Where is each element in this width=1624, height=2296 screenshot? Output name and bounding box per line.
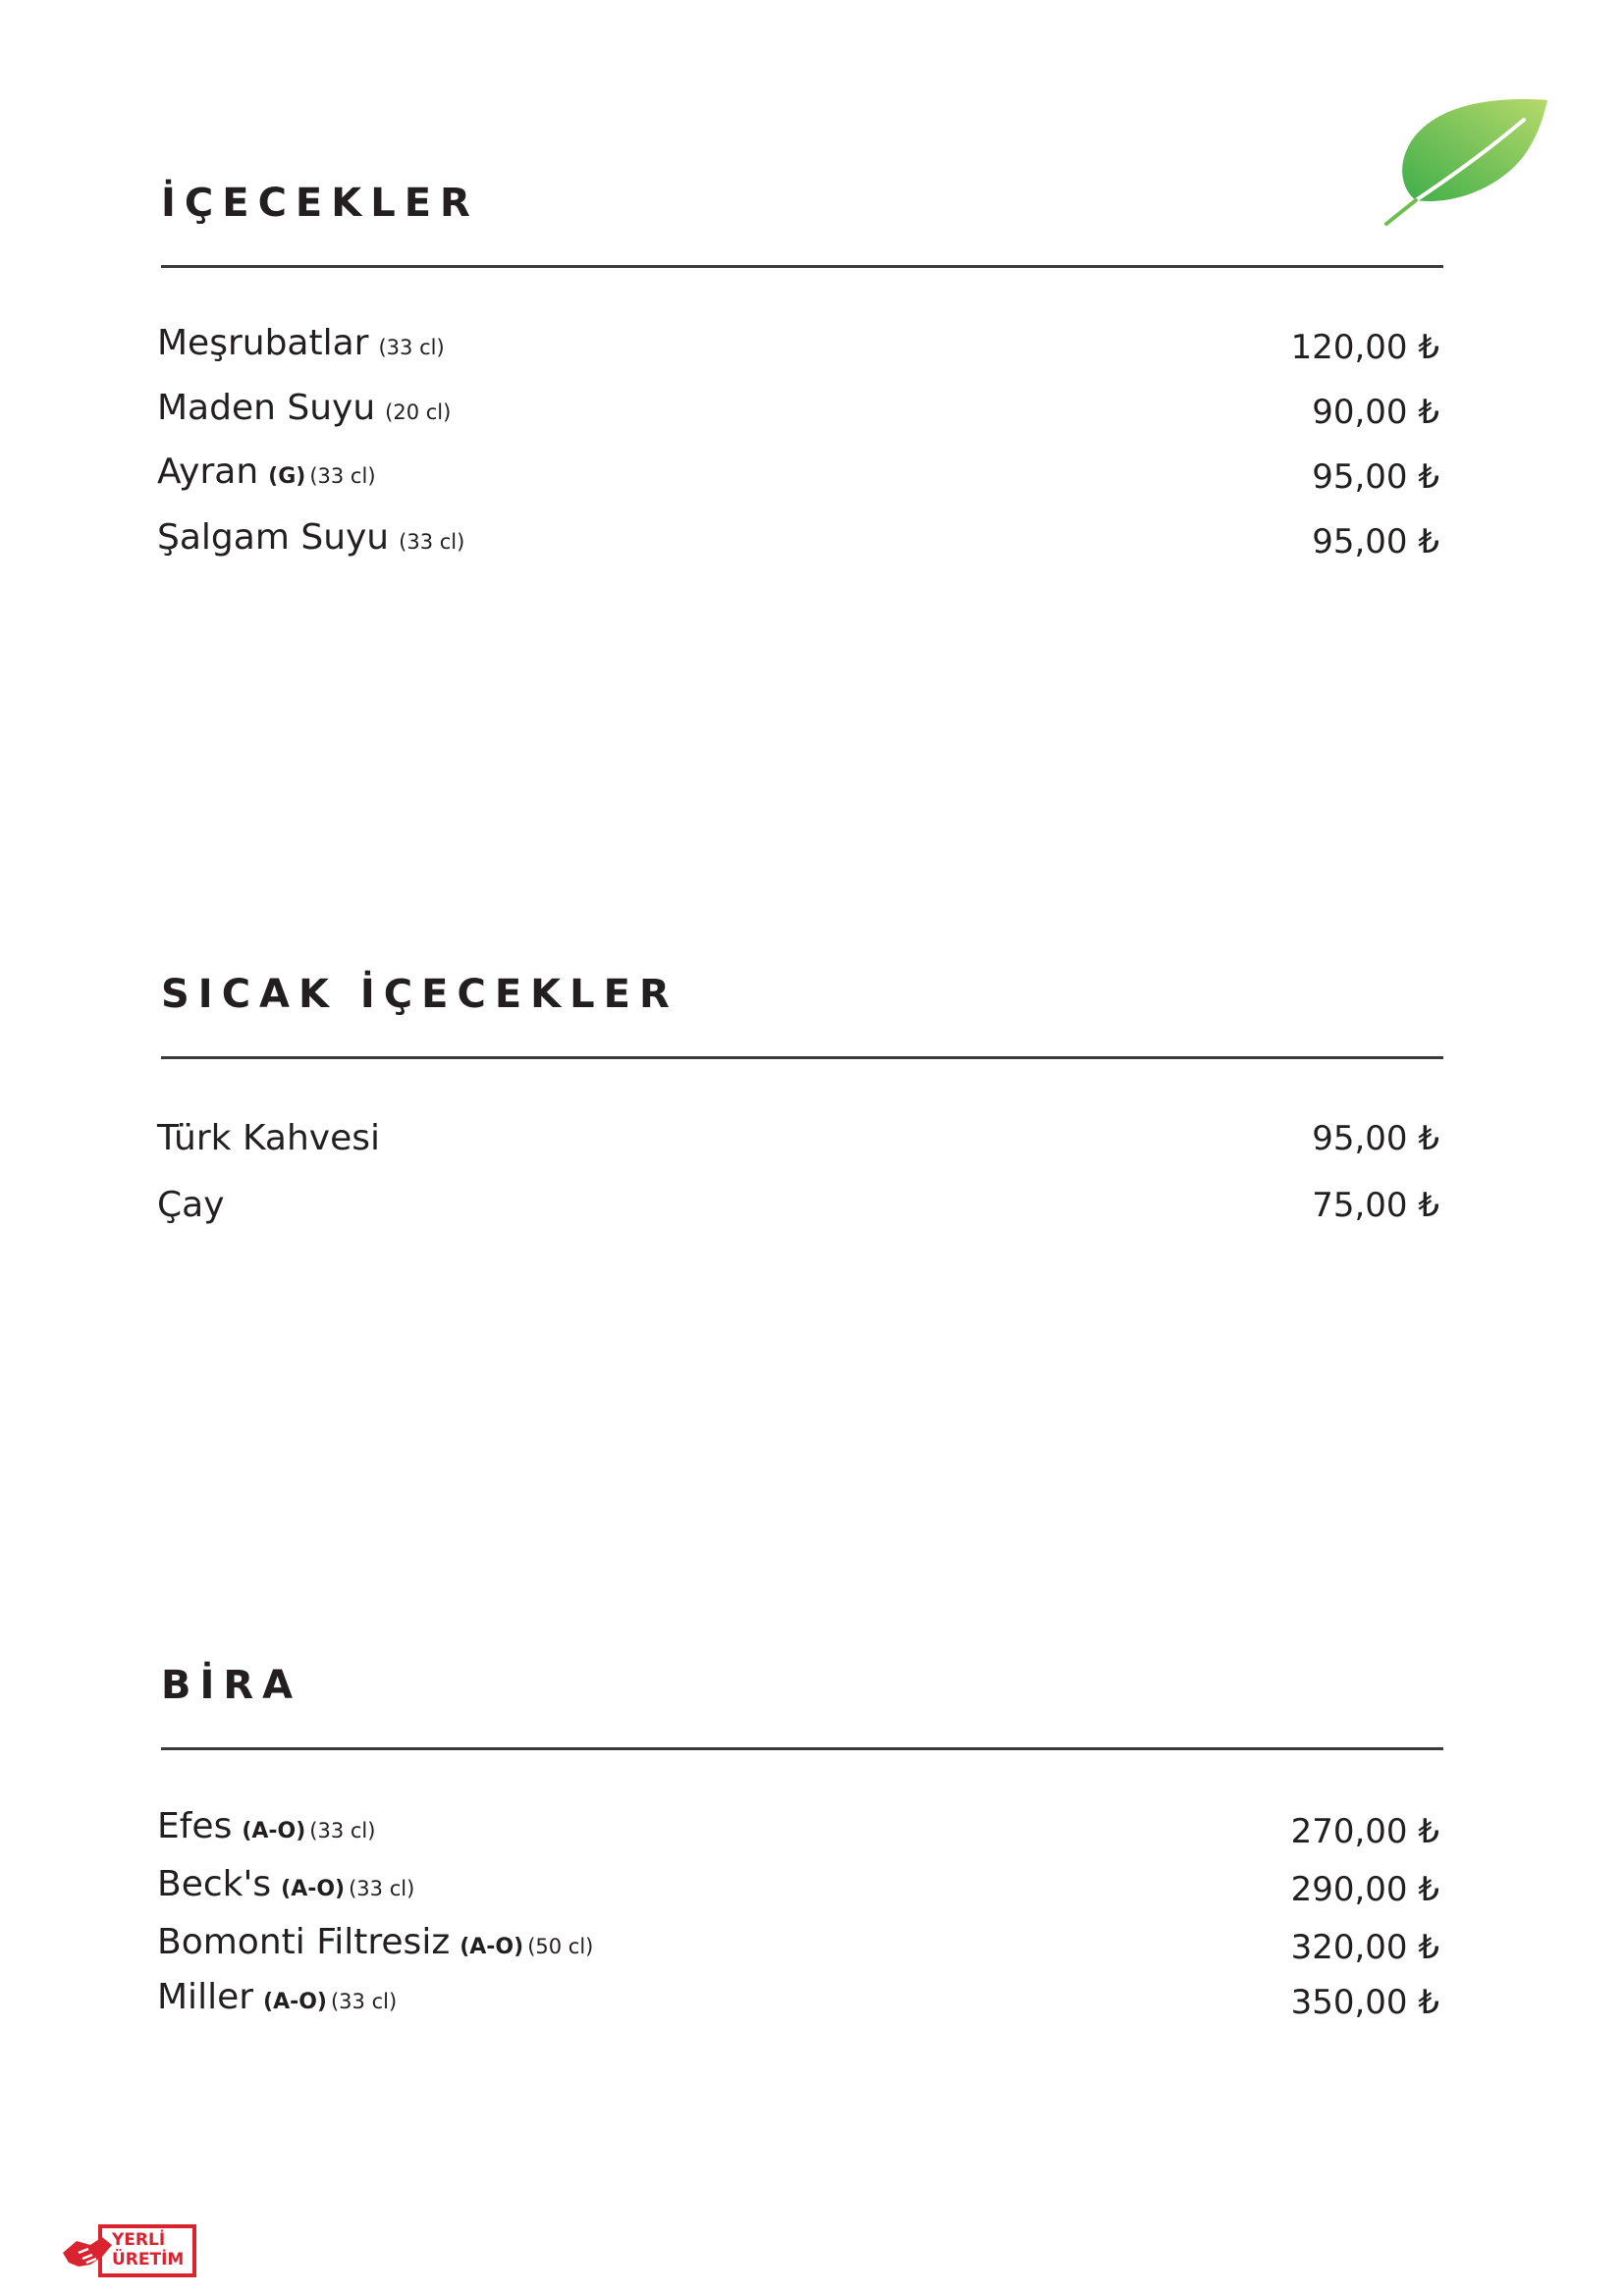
item-name: Çay [157,1185,225,1225]
badge-line1: YERLİ [112,2230,166,2250]
menu-item [157,1182,1439,1237]
item-price: 350,00 ₺ [1290,1983,1439,2022]
item-name: Şalgam Suyu [157,517,390,558]
item-volume: (33 cl) [378,336,445,359]
item-allergen: (A-O) [242,1819,306,1843]
item-volume: (33 cl) [330,1990,398,2013]
yerli-uretim-badge [61,2223,198,2280]
item-name-line [157,516,464,563]
menu-item [157,1979,1439,2034]
item-price: 95,00 ₺ [1312,522,1439,561]
item-name: Türk Kahvesi [157,1118,381,1158]
item-volume: (20 cl) [385,400,452,424]
item-price: 95,00 ₺ [1312,457,1439,497]
item-price: 270,00 ₺ [1290,1812,1439,1851]
section-title: SICAK İÇECEKLER [161,972,678,1017]
item-volume: (33 cl) [309,464,376,488]
menu-item [157,324,1439,379]
menu-item [157,518,1439,573]
item-name-line [157,322,445,369]
menu-item [157,1924,1439,1979]
section-divider [161,265,1443,268]
badge-label [112,2230,184,2269]
item-name-line [157,387,451,434]
item-volume: (50 cl) [527,1935,594,1958]
item-volume: (33 cl) [349,1877,415,1900]
item-allergen: (A-O) [263,1990,327,2014]
menu-item [157,1115,1439,1170]
item-allergen: (A-O) [460,1935,524,1959]
item-allergen: (A-O) [281,1877,346,1901]
item-name: Beck's [157,1864,272,1904]
menu-item [157,1866,1439,1921]
item-name-line [157,1921,593,1969]
item-name: Efes [157,1806,233,1846]
item-name-line [157,1863,414,1911]
item-allergen: (G) [268,464,306,489]
item-name-line [157,1805,375,1853]
item-price: 75,00 ₺ [1312,1186,1439,1225]
item-price: 95,00 ₺ [1312,1119,1439,1158]
item-price: 290,00 ₺ [1290,1870,1439,1909]
section-title: BİRA [161,1663,302,1708]
item-name: Bomonti Filtresiz [157,1922,451,1962]
menu-item [157,1808,1439,1863]
item-name-line [157,451,376,499]
item-volume: (33 cl) [309,1819,376,1842]
item-name: Miller [157,1977,254,2017]
section-icecekler [157,179,1443,591]
menu-item [157,454,1439,508]
item-name: Meşrubatlar [157,323,369,363]
badge-line2: ÜRETİM [112,2250,185,2269]
section-divider [161,1056,1443,1059]
item-price: 120,00 ₺ [1290,328,1439,367]
menu-item [157,389,1439,444]
item-name: Maden Suyu [157,388,376,428]
section-title: İÇECEKLER [161,181,479,226]
item-price: 320,00 ₺ [1290,1928,1439,1967]
section-divider [161,1747,1443,1750]
section-sicak-icecekler [157,970,1443,1255]
section-bira [157,1661,1443,2054]
item-name-line [157,1976,397,2024]
item-volume: (33 cl) [399,530,465,554]
item-name: Ayran [157,452,259,492]
item-price: 90,00 ₺ [1312,393,1439,432]
